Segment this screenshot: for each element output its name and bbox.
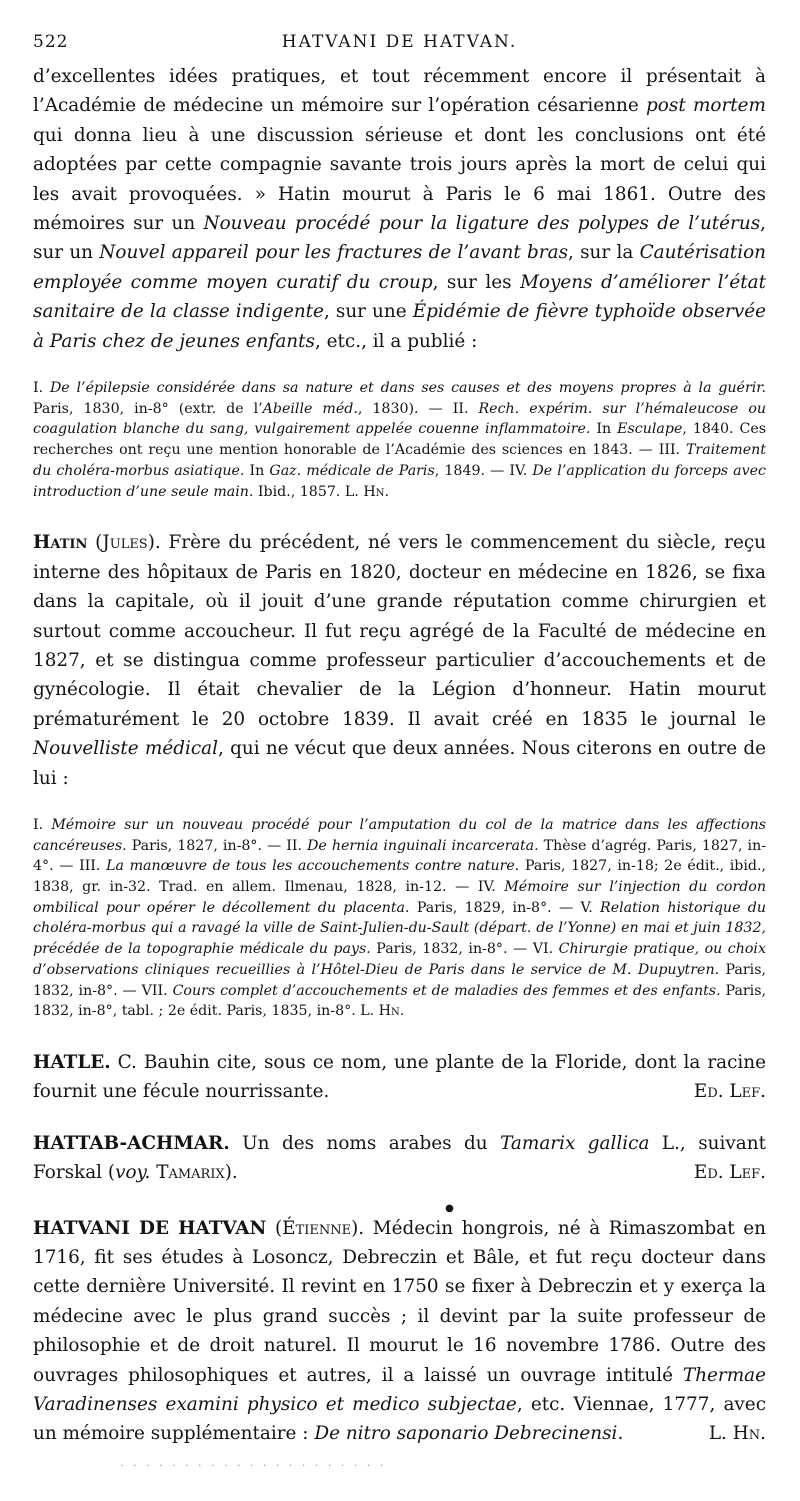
running-title: HATVANI DE HATVAN.: [281, 32, 518, 52]
italic-text: voy.: [115, 1162, 151, 1184]
italic-title: De l’application du forceps avec introduction d’une seule main.: [33, 462, 767, 500]
cross-reference: Tamarix: [156, 1162, 225, 1184]
italic-title: Cours complet d’accouchements et de maladies des femmes et des enfants.: [172, 982, 721, 999]
italic-title: De l’épilepsie considérée dans sa nature et dans ses causes et des moyens propres à la guérir.: [49, 380, 767, 397]
italic-title: De hernia inguinali incarcerata.: [307, 837, 539, 854]
entry-headword: Hatin: [33, 532, 88, 554]
italic-title: Esculape: [617, 421, 683, 438]
paragraph-continuation: [33, 62, 766, 356]
text: , sur la: [568, 242, 640, 264]
bullet-mark: ●: [445, 1202, 454, 1214]
text: ).: [224, 1162, 238, 1184]
entry-hattab-achmar: [33, 1129, 766, 1188]
italic-title: Relation historique du choléra-morbus qui a ravagé la ville de Saint-Julien-du-Sault (départ. de l’Yonne) en mai et juin 1832, précédée de la topographie médicale du pays.: [33, 899, 766, 958]
italic-title: Thermae Varadinenses examini physico et medico subjectae: [33, 1364, 766, 1416]
text: , 1849. — IV.: [434, 462, 533, 479]
text: , sur un: [33, 213, 766, 264]
author-signature: Ed. Lef.: [693, 1081, 766, 1103]
entry-headword: HATVANI DE HATVAN: [33, 1217, 267, 1239]
text: Paris, 1827, in-8°. — II.: [126, 837, 308, 854]
bibliography-hatin-1: [33, 378, 766, 502]
entry-hatvani: HATVANI DE HATVAN (Étienne). Médecin hongrois, né à Rimaszombat en 1716, fit ses études à Losoncz, Debreczin et Bâle, et fut reçu docteur dans cette dernière Université. Il revint en 1750 se fixer à Debreczin et y exerça la médecine avec le plus grand succès ; il devint par la suite professeur de philosophie et de droit naturel. Il mourut le 16 novembre 1786. Outre des ouvrages philosophiques et autres, il a laissé un ouvrage intitulé Thermae Varadinenses examini physico et medico subjectae, etc. Viennae, 1777, avec un mémoire supplémentaire : De nitro saponario Debrecinensi. L. Hn.: [33, 1214, 766, 1449]
author-signature: L. Hn.: [360, 1003, 405, 1020]
running-head: [33, 28, 766, 62]
italic-title: Traitement du choléra-morbus asiatique.: [33, 442, 766, 479]
text: , sur une: [323, 301, 413, 323]
text: I.: [33, 816, 52, 833]
italic-title: Moyens d’améliorer l’état sanitaire de la classe indigente: [33, 271, 766, 323]
bleed-through-marks: . . . . . . . . . . . . . . . . . . . . .: [120, 1456, 387, 1469]
text: Médecin hongrois, né à Rimaszombat en 1716, fit ses études à Losoncz, Debreczin et Bâle, et fut reçu docteur dans cette dernière Université. Il revint en 1750 se fixer à Debreczin et y exerça la médecine avec le plus grand succès ; il devint par la suite professeur de philosophie et de droit naturel. Il mourut le 16 novembre 1786. Outre des ouvrages philosophiques et autres, il a laissé un ouvrage intitulé: [33, 1217, 766, 1386]
text: In: [244, 462, 270, 479]
italic-title: De nitro saponario Debrecinensi.: [314, 1423, 624, 1445]
text: , 1840. Ces recherches ont reçu une mention honorable de l’Académie des sciences en 1843. — III.: [33, 421, 766, 459]
italic-title: Cautérisation employée comme moyen curatif du croup: [33, 242, 766, 293]
text: , 1830). — II.: [357, 400, 479, 417]
text: Paris, 1827, in-18; 2e édit., ibid., 1838, gr. in-32. Trad. en allem. Ilmenau, 1828, in-12. — IV.: [33, 858, 766, 896]
italic-title: Rech. expérim. sur l’hémaleucose ou coagulation blanche du sang, vulgairement appelée couenne inflammatoire.: [33, 400, 767, 438]
entry-hatle: [33, 1048, 766, 1107]
entry-headword: HATLE.: [33, 1051, 111, 1073]
text: Thèse d’agrég. Paris, 1827, in-4°. — III.: [33, 837, 767, 875]
italic-species: Tamarix gallica: [500, 1132, 650, 1154]
author-signature: Ed. Lef.: [693, 1162, 766, 1184]
bibliography-hatin-jules: [33, 815, 766, 1022]
text: I.: [33, 380, 50, 397]
entry-hatin-jules: Hatin (Jules). Frère du précédent, né vers le commencement du siècle, reçu interne des hôpitaux de Paris en 1820, docteur en médecine en 1826, se fixa dans la capitale, où il jouit d’une grande réputation comme chirurgien et surtout comme accoucheur. Il fut reçu agrégé de la Faculté de médecine en 1827, et se distingua comme professeur particulier d’accouchements et de gynécologie. Il était chevalier de la Légion d’honneur. Hatin mourut prématurément le 20 octobre 1839. Il avait créé en 1835 le journal le Nouvelliste médical, qui ne vécut que deux années. Nous citerons en outre de lui :: [33, 532, 766, 789]
text: Paris, 1832, in-8°, tabl. ; 2e édit. Paris, 1835, in-8°.: [33, 982, 767, 1020]
author-signature: L. Hn.: [344, 483, 389, 500]
text: Paris, 1832, in-8°. — VI.: [370, 941, 559, 958]
entry-given-name: Jules: [102, 532, 148, 554]
page-number: 522: [33, 32, 69, 52]
text: In: [590, 421, 618, 438]
italic-title: Nouvelliste médical: [33, 738, 218, 760]
text: d’excellentes idées pratiques, et tout récemment encore il présentait à l’Académie de médecine un mémoire sur l’opération césarienne: [33, 66, 766, 117]
italic-title: Gaz. médicale de Paris: [269, 462, 435, 479]
text: L., suivant Forskal (: [33, 1132, 766, 1184]
author-signature: L. Hn.: [708, 1423, 766, 1445]
text: , sur les: [432, 271, 521, 293]
text: , etc., il a publié :: [314, 330, 478, 352]
entry-headword: HATTAB-ACHMAR.: [33, 1132, 230, 1154]
text: , etc. Viennae, 1777, avec un mémoire supplémentaire :: [33, 1394, 766, 1445]
italic-title: Nouveau procédé pour la ligature des polypes de l’utérus: [203, 213, 761, 235]
text: qui donna lieu à une discussion sérieuse et dont les conclusions ont été adoptées par cette compagnie savante trois jours après la mort de celui qui les avait provoquées. » Hatin mourut à Paris le 6 mai 1861. Outre des mémoires sur un: [33, 124, 766, 235]
italic-title: Chirurgie pratique, ou choix d’observations cliniques recueillies à l’Hôtel-Dieu de Paris dans le service de M. Dupuytren.: [33, 941, 766, 978]
text: Ibid., 1857.: [253, 483, 341, 500]
italic-title: La manœuvre de tous les accouchements contre nature.: [106, 858, 520, 875]
text: , qui ne vécut que deux années. Nous citerons en outre de lui :: [33, 738, 766, 789]
italic-title: Épidémie de fièvre typhoïde observée à Paris chez de jeunes enfants: [33, 301, 766, 352]
italic-title: Abeille méd.: [262, 400, 358, 417]
entry-given-name: Étienne: [282, 1217, 352, 1239]
text: Paris, 1829, in-8°. — V.: [409, 899, 601, 916]
text: C. Bauhin cite, sous ce nom, une plante de la Floride, dont la racine fournit une fécule nourrissante.: [33, 1051, 766, 1103]
italic-text: post mortem: [646, 95, 766, 117]
text: Un des noms arabes du: [229, 1132, 501, 1154]
italic-title: Mémoire sur l’injection du cordon ombilical pour opérer le décollement du placenta.: [33, 879, 766, 916]
italic-title: Nouvel appareil pour les fractures de l’avant bras: [99, 242, 569, 264]
text: Paris, 1830, in-8° (extr. de l’: [33, 400, 263, 417]
text: Frère du précédent, né vers le commencement du siècle, reçu interne des hôpitaux de Paris en 1820, docteur en médecine en 1826, se fixa dans la capitale, où il jouit d’une grande réputation comme chirurgien et surtout comme accoucheur. Il fut reçu agrégé de la Faculté de médecine en 1827, et se distingua comme professeur particulier d’accouchements et de gynécologie. Il était chevalier de la Légion d’honneur. Hatin mourut prématurément le 20 octobre 1839. Il avait créé en 1835 le journal le: [33, 532, 766, 730]
italic-title: Mémoire sur un nouveau procédé pour l’amputation du col de la matrice dans les affections cancéreuses.: [33, 816, 767, 854]
text: Paris, 1832, in-8°. — VII.: [33, 961, 766, 999]
